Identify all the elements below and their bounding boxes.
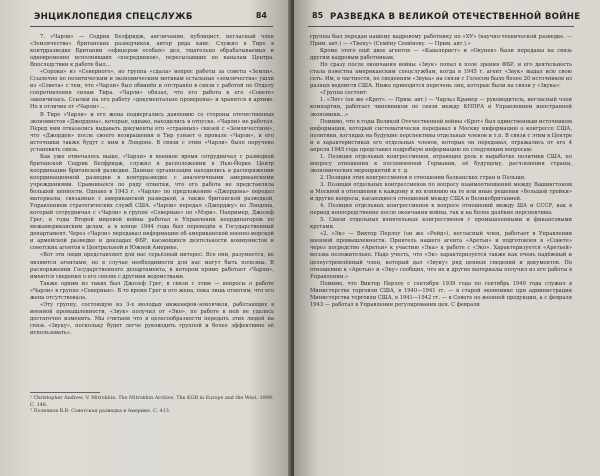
- page-number: 84: [255, 11, 267, 20]
- footnote: ¹ Christopher Andrew, V. Mitrokhin. The Mitrokhin Archive. The KGB in Europe and the West. 1999. С. 146.: [30, 396, 274, 408]
- paragraph: Кроме этого ещё двое агентов — «Кавалерист» и «Окунев» были переданы на связь другим кадровым работникам.: [310, 48, 572, 62]
- paragraph: группы был передан нашему кадровому работнику по «ХУ» (научно-технической разведке. — Прим. авт.) — «Твену» (Семёну Семёнову. — Прим. авт.).»: [310, 34, 572, 48]
- paragraph: Но сразу после окончания войны «Звук» попал в поле зрения ФБР, и его деятельность стала известна американским спецслужбам, когда в 1945 г. агент «Звук» выдал всю свою сеть. Им, в частности, по сведениям «Звука» на связи с Голосом было более 20 источников из разных ведомств США. Ниже приводится перечень лиц, которые были на связи у «Звука»:: [310, 62, 572, 90]
- paragraph: Помимо, что в годы Великой Отечественной войны «Крот» был единственным источником информации, который систематически передавал в Москву информацию о конгрессе США, политики, взглядах на будущие перспективы отдельных членов и т.п. В связи с этим в Центре и в характеристиках его отдельных членов, которые он передавал, отражались от его 4 апреля 1945 года представил подробную информацию по следующим вопросам:: [310, 118, 572, 153]
- paragraph: «Вот эти люди представляют для нас серьёзный интерес. Все они, разумеется, не являются агентами, но в случае необходимости для нас могут быть полезны. В распоряжении Государственного департамента, в котором прямо работает «Чарли», имеются сведения о его связях с другими ведомствами.: [30, 252, 274, 280]
- paragraph: «Сороки» из «Северного», но группа «сдала» вопрос работы за советы «Земли». Ссылочно по политическим и экономическим мотивам остальные «землячества» ушли из «Совета» с тем, что «Чарли» был обвинён и отстранён в связи с работой по Отделу сопротивления силам Тира. «Чарли» обязал, что его работа в его «Совете» закончилась. Ссылки на его работу «документально проверены» и хранятся в архиве. Но в отличие от «Чарли» ...: [30, 69, 274, 111]
- body-text: [310, 34, 572, 309]
- paragraph: Как уже отмечалось выше, «Чарли» в военное время сотрудничал с разведкой британской Седрик Белфридж, служил в расположении в Нью-Йорке Центр координации британской разведки. Данные организации находились в распоряжении координационной разведки в контрразведке с аналогичными американскими учреждениями. Сравнивался по ряду отметки, что его работа не представляла большой ценности. Однако в 1943 г. «Чарли» по предложению «Джордона» передал материалы, связанные с американской разведкой, а также британской разведкой, Управлением стратегических служб США. «Чарли» передал «Джорджу» из Лондона, который сотрудничал с «Чарли» в группе «Северные» по «Мэри». Например, Джозеф Грег, в годы Второй мировой войны работал в Управлении координатором по межамериканским делам, а в конце 1944 года был переведён в Государственный департамент. Через «Чарли» передавал информацию об американской военно-морской и армейской разведке и докладах ФБР, касающихся деятельности коммунистов и советских агентов в Центральной и Южной Америке.: [30, 153, 274, 252]
- header-rule: [30, 26, 273, 27]
- body-text: [30, 34, 274, 337]
- footnote-separator: [30, 392, 100, 393]
- footnotes: [30, 392, 274, 416]
- left-page: [0, 0, 291, 476]
- paragraph: 5. Связи отдельных влиятельных конгрессменов с промышленными и финансовыми кругами.: [310, 217, 572, 231]
- paragraph: 1. «Лот» (он же «Крот». — Прим. авт.) — Чарльз Крамер — руководитель, негласный член компартии, работает чиновником по связи между КНПРА и Управлением иностранной экономики...»: [310, 97, 572, 118]
- paragraph: 7. «Чарли» — Седрик Белфридж, англичанин, публицист, негласный член «Землячества» британских разведчиков, автор ряда книг. Служил в Тире в контрразведке Британии «офицером особых» дел, тщательно обрабатываемых и одновременно исполнявших «посредников», пересылавших по каналам Центра. Впоследствии к работе был...: [30, 34, 274, 69]
- paragraph: Также одним из таких был Джозеф Грег, в связи с этим — вопросы о работе «Чарли» в группе «Северные». В то время Грег и его жена, пока лишь отметим, что его жена отсутствовала.: [30, 280, 274, 301]
- paragraph: «Эту группу, состоящую из 3-х молодых инженеров-землячков, работающих в военной промышленности, «Звук» получил от «Эко», по работе в ней не удалось достаточно изменить. Мы считаем что в целесообразности передать этих людей на связь «Звуку», поскольку будет легче руководить группой и более эффективно её использовать».: [30, 301, 274, 336]
- paragraph: 1. Позиция отдельных конгрессменов, играющих роль в выработке политики США, по вопросу отношения к послевоенной Германии, её будущему, расчленения страны, экономических мероприятий и т. д.: [310, 153, 572, 174]
- footnote: ² Позняков В.В. Советская разведка в Америке. С. 413.: [30, 409, 171, 415]
- paragraph: «Группа состоит:: [320, 90, 368, 97]
- paragraph: В Тире «Чарли» и его жена подвергались давлению со стороны отечественных экономистов «Джордона», которые, однако, находились в отпуске. «Чарли» не работал. Перед ним отказались выдавать документы его «странных» связей с «Землячеством», что «Джордон» после своего возвращения в Тир узнает о провале «Чарли», и его источники также будут с ним в Лондоне. В связи с этим «Чарли» было поручено установить связь.: [30, 111, 274, 153]
- running-header: РАЗВЕДКА В ВЕЛИКОЙ ОТЕЧЕСТВЕННОЙ ВОЙНЕ: [330, 12, 581, 22]
- right-page: [294, 0, 600, 476]
- paragraph: 4. Позиция отдельных конгрессменов в вопросе отношений между ША и СССР, как в период непосредственно после окончания войны, так и на более далёкие перспективы.: [310, 203, 572, 217]
- running-header: ЭНЦИКЛОПЕДИЯ СПЕЦСЛУЖБ: [34, 12, 193, 22]
- page-number: 85: [312, 11, 324, 20]
- header-rule: [308, 26, 574, 27]
- paragraph: Помимо, что Виктор Перлоу с сентября 1939 года по сентябрь 1940 года служил в Министерстве торговли США, в 1940—1941 гг. — в старой экономике при администрации Министерства торговли США, в 1941—1942 гг. — в Совете по военной продукции, а с февраля 1943 — работал в Управлении регулирования цен. С февраля: [310, 280, 572, 308]
- paragraph: 2. Позиция этих конгрессменов в отношении балканских стран и Польши.: [320, 174, 526, 181]
- paragraph: «2. «Эк» — Виктор Перлоу (он же «Рейд»), негласный член, работает в Управлении военной промышленности. Приятель нашего агента «Аретьи» и подготовлен в «Совете» через посредство «Аретьи» к участию «Эка» к работе с «Эко». Характеризуется «Аретьей» весьма положительно. Надо учесть, что «Эк» характеризуется также как очень надёжный и целеустремлённый член, который дал «Звуку» ряд ценных сведений и документов. По отношению к «Аретьи» и «Эку» сообщил, что их и другие материалы получил из его работы в Управлении.»: [310, 231, 572, 280]
- paragraph: 3. Позиция отдельных конгрессменов по вопросу взаимоотношений между Вашингтоном и Москвой в отношении к каждому и их влиянию на те или иные решения «большой тройки» и другие вопросы, касающиеся отношений между США и Великобританией.: [310, 181, 572, 203]
